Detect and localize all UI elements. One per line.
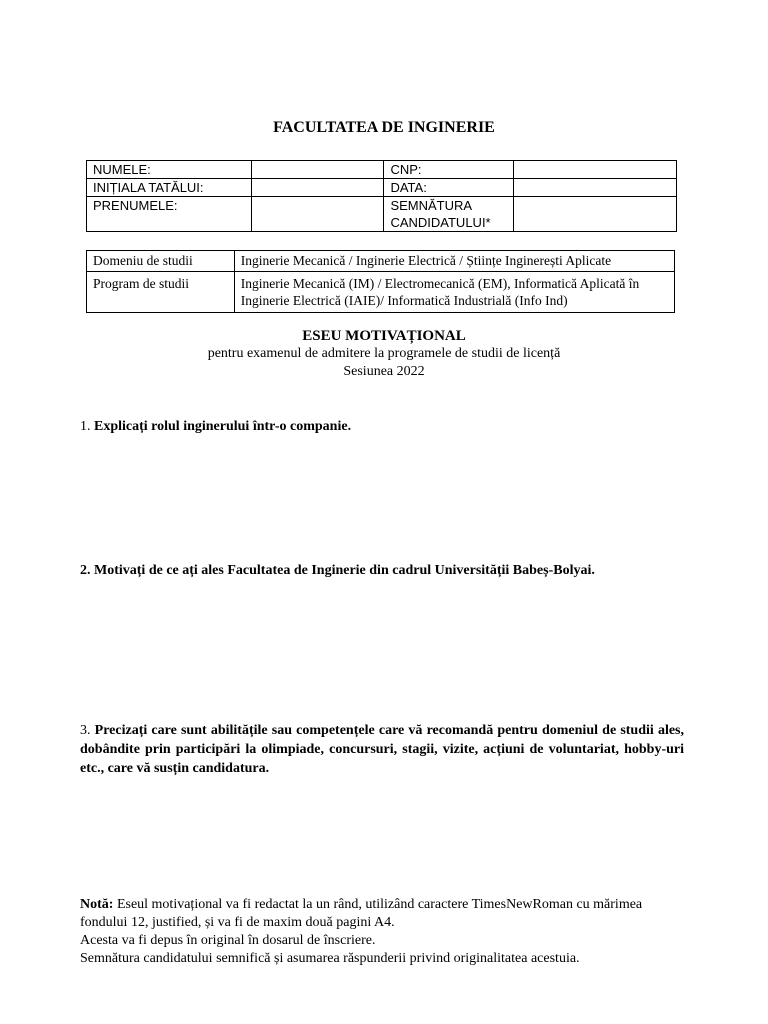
value-cnp[interactable] (514, 161, 677, 179)
label-cnp: CNP: (384, 161, 514, 179)
label-initiala-tatalui: INIȚIALA TATĂLUI: (87, 179, 252, 197)
question-1 (80, 417, 684, 436)
study-program-table (86, 250, 675, 313)
table-row (87, 161, 677, 179)
label-data: DATA: (384, 179, 514, 197)
faculty-title: FACULTATEA DE INGINERIE (273, 119, 495, 136)
note-label: Notă: (80, 897, 114, 912)
essay-title: ESEU MOTIVAȚIONAL (302, 328, 466, 344)
value-data[interactable] (514, 179, 677, 197)
question-number: 1. (80, 419, 91, 434)
note-line-4: Semnătura candidatului semnifică și asumarea răspunderii privind originalitatea acestuia. (80, 951, 580, 966)
essay-session: Sesiunea 2022 (343, 364, 425, 379)
question-text: Precizați care sunt abilitățile sau competențele care vă recomandă pentru domeniul de studii ales, dobândite prin participări la olimpiade, concursuri, stagii, vizite, acțiuni de voluntariat, hobby-uri etc., care vă susțin candidatura. (80, 723, 684, 776)
note-text-1: Eseul motivațional va fi redactat la un rând, utilizând caractere TimesNewRoman cu mărimea (116, 897, 643, 912)
candidate-info-table (86, 160, 677, 232)
label-numele: NUMELE: (87, 161, 252, 179)
note-line-1 (80, 896, 700, 914)
note-block (80, 896, 700, 968)
note-line-3: Acesta va fi depus în original în dosarul de înscriere. (80, 933, 376, 948)
label-semnatura: SEMNĂTURA CANDIDATULUI* (384, 197, 514, 232)
value-prenumele[interactable] (251, 197, 384, 232)
table-row (87, 179, 677, 197)
essay-subtitle: pentru examenul de admitere la programele de studii de licență (207, 346, 561, 361)
label-program: Program de studii (87, 272, 235, 313)
question-text: Explicați rolul inginerului într-o companie. (94, 419, 352, 434)
question-number: 2. (80, 563, 91, 578)
value-initiala-tatalui[interactable] (251, 179, 384, 197)
value-program: Inginerie Mecanică (IM) / Electromecanică (EM), Informatică Aplicată în Inginerie Electrică (IAIE)/ Informatică Industrială (Info Ind) (234, 272, 674, 313)
value-semnatura[interactable] (514, 197, 677, 232)
table-row (87, 251, 675, 272)
question-text: Motivați de ce ați ales Facultatea de Inginerie din cadrul Universității Babeș-Bolyai. (94, 563, 595, 578)
value-domeniu: Inginerie Mecanică / Inginerie Electrică / Științe Inginerești Aplicate (234, 251, 674, 272)
table-row (87, 272, 675, 313)
question-number: 3. (80, 723, 91, 738)
question-2 (80, 561, 684, 580)
value-numele[interactable] (251, 161, 384, 179)
table-row (87, 197, 677, 232)
label-prenumele: PRENUMELE: (87, 197, 252, 232)
note-line-2: fondului 12, justified, și va fi de maxim două pagini A4. (80, 915, 395, 930)
question-3 (80, 721, 684, 778)
label-domeniu: Domeniu de studii (87, 251, 235, 272)
